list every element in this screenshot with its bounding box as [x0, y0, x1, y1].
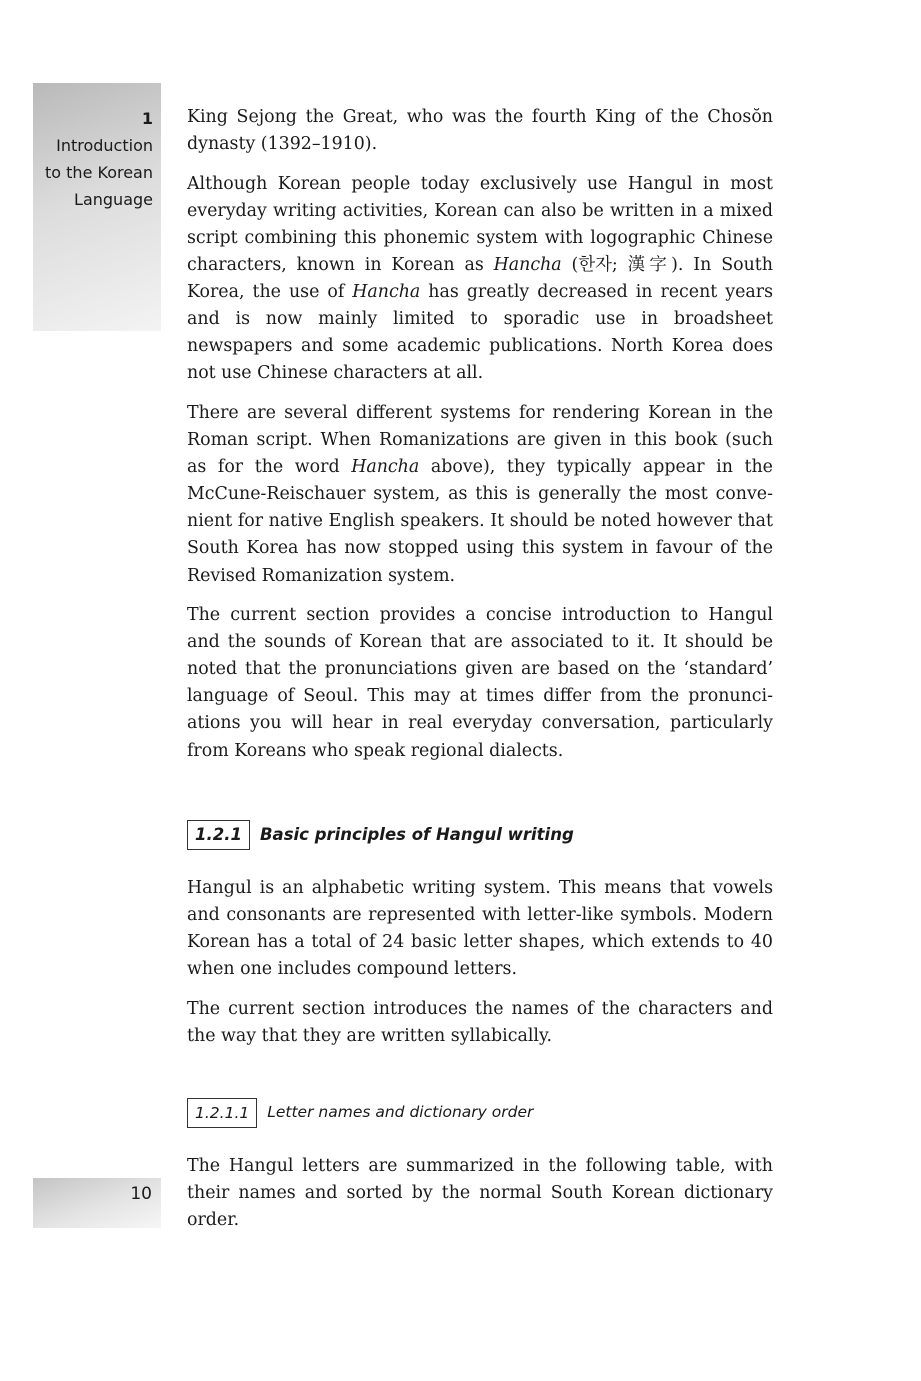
- chapter-number: 1: [141, 109, 153, 128]
- subsection-heading-1-2-1-1: [187, 1098, 773, 1128]
- paragraph-4: The current section provides a concise introduction to Hangul and the sounds of Korean that are associated to it. It should be noted that the pronunciations given are based on the ‘standard’ language of Seoul. This may at times differ from the pronunciations you will hear in real everyday conversation, particularly from Koreans who speak regional dialects.: [187, 605, 773, 761]
- paragraph-6: The current section introduces the names of the characters and the way that they are written syllabically.: [187, 998, 773, 1046]
- page-number: 10: [130, 1184, 152, 1204]
- subsection-title: Letter names and dictionary order: [267, 1103, 534, 1122]
- subsection-number: 1.2.1.1: [187, 1098, 257, 1128]
- paragraph-5: Hangul is an alphabetic writing system. This means that vowels and consonants are represented with letter-like symbols. Modern Korean has a total of 24 basic letter shapes, which extends to 40 when one includes compound letters.: [187, 877, 773, 979]
- paragraph-3: There are several different systems for rendering Korean in the Roman script. When Romanizations are given in this book (such as for the word Hancha above), they typically appear in the McCune-Reischauer system, as this is generally the most convenient for native English speakers. It should be noted however that South Korea has now stopped using this system in favour of the Revised Romanization system.: [187, 402, 773, 586]
- section-number: 1.2.1: [187, 820, 250, 850]
- chapter-title-line-2: to the Korean: [45, 163, 153, 182]
- term-hancha-3: Hancha: [351, 457, 420, 478]
- paragraph-1: King Sejong the Great, who was the fourth King of the Chosŏn dynasty (1392–1910).: [187, 107, 773, 155]
- chapter-title-line-3: Language: [74, 190, 153, 209]
- main-text: [187, 104, 773, 1247]
- term-hancha-2: Hancha: [352, 282, 421, 303]
- chapter-title-line-1: Introduction: [56, 136, 153, 155]
- term-hancha: Hancha: [493, 254, 562, 275]
- paragraph-7: The Hangul letters are summarized in the following table, with their names and sorted by the normal South Korean dictionary order.: [187, 1155, 773, 1230]
- paragraph-2: Although Korean people today exclusively use Hangul in most everyday writing activities, Korean can also be written in a mixed script combining this phonemic system with logographic Chinese characters, known in Korean as Hancha (한자; 漢字). In South Korea, the use of Hancha has greatly decreased in recent years and is now mainly limited to sporadic use in broadsheet newspapers and some academic publications. North Korea does not use Chinese characters at all.: [187, 173, 773, 384]
- page-number-tab: [33, 1178, 161, 1228]
- section-title: Basic principles of Hangul writing: [259, 825, 574, 845]
- chapter-side-tab: [33, 83, 161, 331]
- section-heading-1-2-1: [187, 820, 773, 850]
